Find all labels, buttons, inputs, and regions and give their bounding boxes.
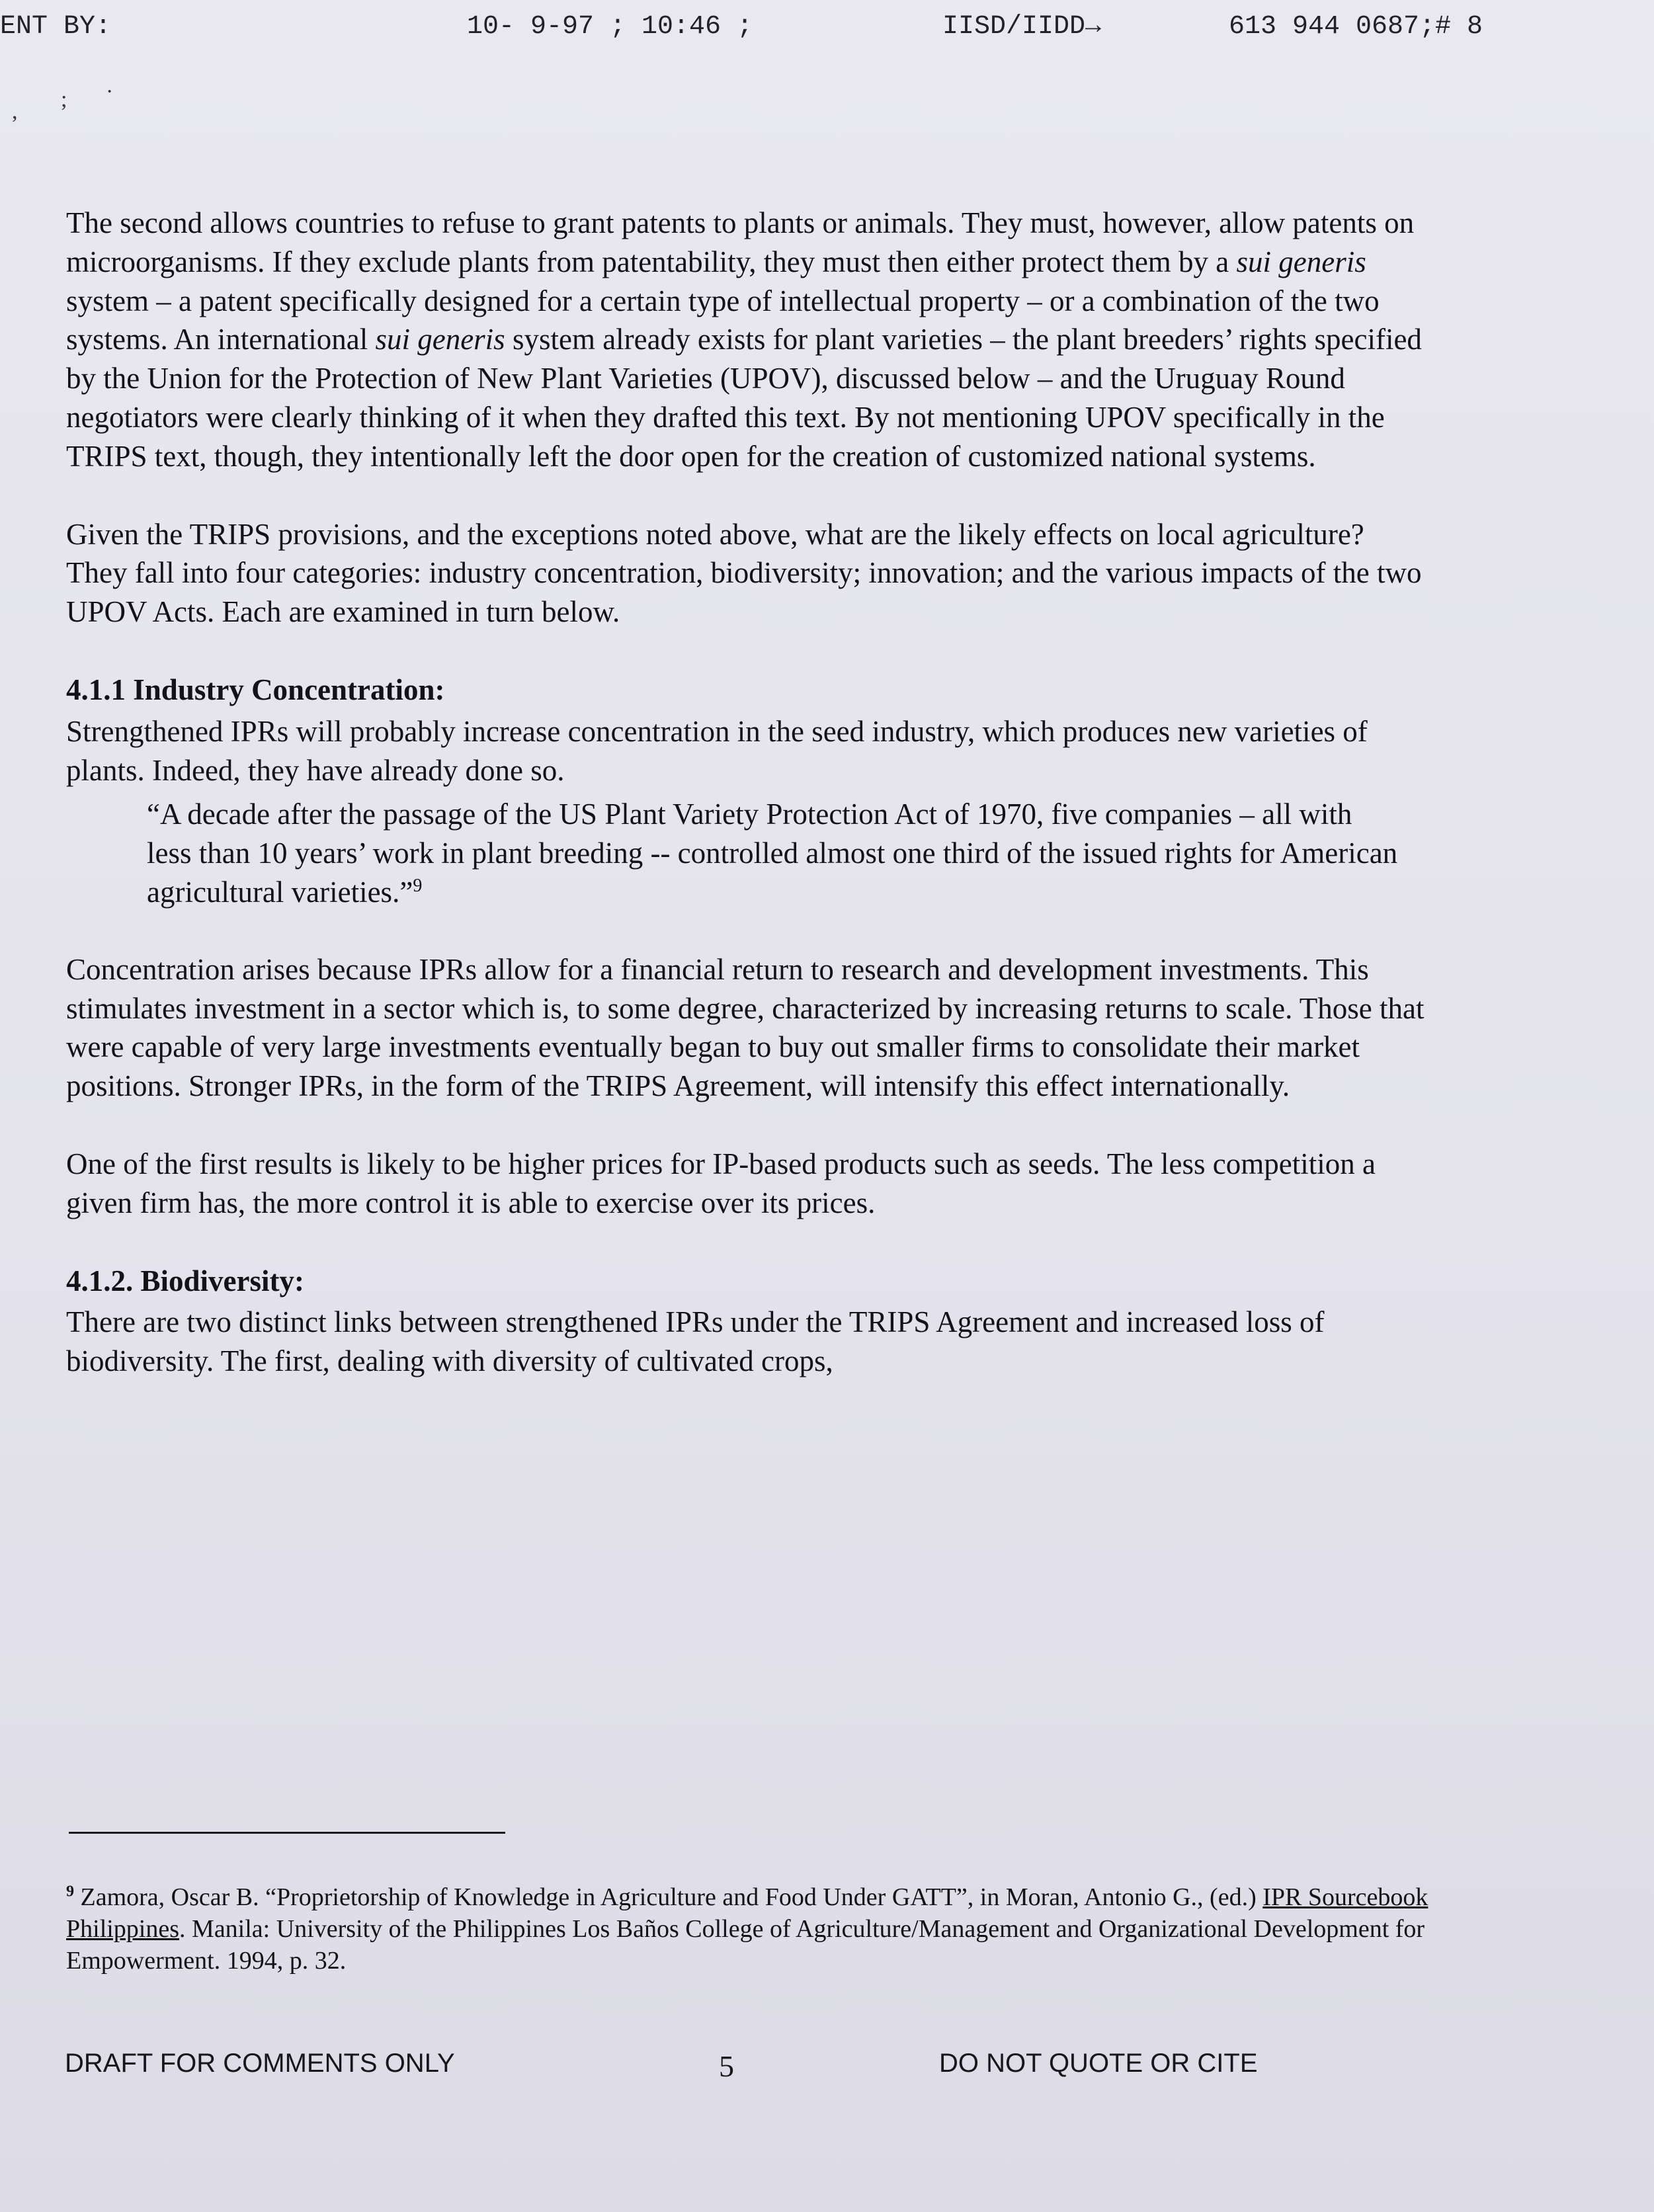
section-heading-industry-concentration: 4.1.1 Industry Concentration: [66, 673, 445, 706]
page-number: 5 [719, 2049, 734, 2083]
fax-sent-by: ENT BY: [0, 12, 112, 42]
section-heading-biodiversity: 4.1.2. Biodiversity: [66, 1264, 304, 1297]
italic-term: sui generis [1236, 245, 1366, 278]
footnote-number: 9 [66, 1883, 74, 1901]
footnote: $^9$ Zamora, Oscar B. “Proprietorship of Knowledge in Agriculture and Food Under GATT”, in Moran, Antonio G., (ed.) IPR Sourcebook Philippines. Manila: University of the Philippines Los Baños College of Agriculture/Management and Organizational Development for Empowerment. 1994, p. 32. [66, 1883, 1428, 1975]
paragraph-concentration: Concentration arises because IPRs allow for a financial return to research and development investments. This stimulates investment in a sector which is, to some degree, characterized by increasing returns to scale. Those that were capable of very large investments eventually began to buy out smaller firms to consolidate their market positions. Stronger IPRs, in the form of the TRIPS Agreement, will intensify this effect internationally. [66, 952, 1425, 1103]
scan-speck: · [106, 79, 114, 104]
scan-speck: , [12, 99, 18, 124]
document-body [66, 204, 1428, 1381]
paragraph-sui-generis: The second allows countries to refuse to grant patents to plants or animals. They must, however, allow patents on microorganisms. If they exclude plants from patentability, they must then either protect them by a sui generis system – a patent specifically designed for a certain type of intellectual property – or a combination of the two systems. An international sui generis system already exists for plant varieties – the plant breeders’ rights specified by the Union for the Protection of New Plant Varieties (UPOV), discussed below – and the Uruguay Round negotiators were clearly thinking of it when they drafted this text. By not mentioning UPOV specifically in the TRIPS text, though, they intentionally left the door open for the creation of customized national systems. [66, 206, 1422, 473]
paragraph-biodiversity: There are two distinct links between strengthened IPRs under the TRIPS Agreement and increased loss of biodiversity. The first, dealing with diversity of cultivated crops, [66, 1305, 1325, 1378]
footnote-reference: 9 [413, 875, 423, 896]
block-quote: “A decade after the passage of the US Plant Variety Protection Act of 1970, five companies – all with less than 10 years’ work in plant breeding -- controlled almost one third of the issued rights for American agricultural varieties.”$^9$ [147, 798, 1398, 909]
italic-term: sui generis [375, 323, 505, 356]
fax-station-id: IISD/IIDD→ [942, 12, 1102, 42]
page-footer [0, 2049, 1654, 2088]
footnote-divider [69, 1832, 505, 1834]
scan-speck: ; [61, 87, 67, 112]
fax-phone-page: 613 944 0687;# 8 [1229, 12, 1483, 42]
paragraph-seed-industry: Strengthened IPRs will probably increase concentration in the seed industry, which produces new varieties of plants. Indeed, they have already done so. [66, 714, 1368, 787]
fax-date-time: 10- 9-97 ; 10:46 ; [467, 12, 753, 42]
footer-draft-notice: DRAFT FOR COMMENTS ONLY [65, 2049, 455, 2078]
paragraph-likely-effects: Given the TRIPS provisions, and the exceptions noted above, what are the likely effects on local agriculture? They fall into four categories: industry concentration, biodiversity; innovation; and the various impacts of the two UPOV Acts. Each are examined in turn below. [66, 517, 1422, 629]
fax-transmission-header [0, 12, 1654, 52]
footer-no-cite-notice: DO NOT QUOTE OR CITE [939, 2049, 1258, 2078]
paragraph-higher-prices: One of the first results is likely to be higher prices for IP-based products such as seeds. The less competition a given firm has, the more control it is able to exercise over its prices. [66, 1147, 1376, 1219]
footnote-source-title: IPR Sourcebook Philippines [66, 1883, 1428, 1943]
